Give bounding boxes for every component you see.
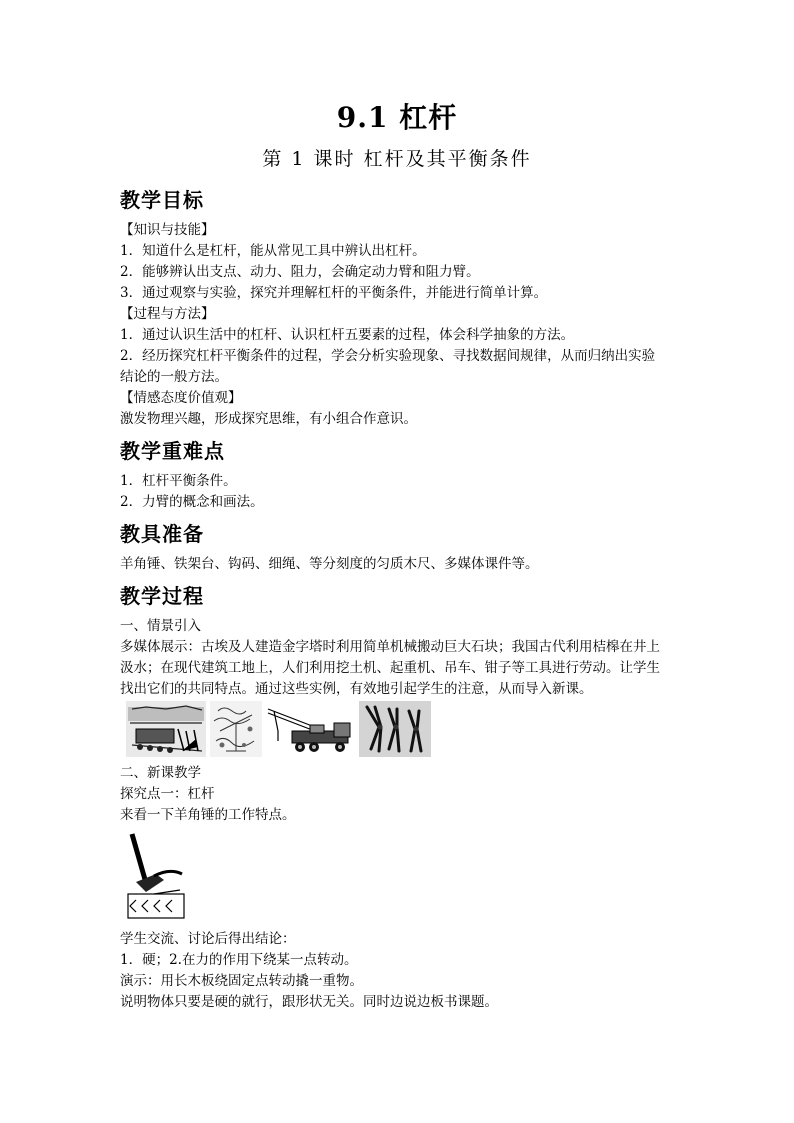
process-item: 1．通过认识生活中的杠杆、认识杠杆五要素的过程，体会科学抽象的方法。 — [120, 327, 575, 343]
conclusion-intro: 学生交流、讨论后得出结论： — [120, 931, 296, 947]
part1-line: 多媒体展示：古埃及人建造金字塔时利用简单机械搬动巨大石块；我国古代利用桔槔在井上 — [120, 639, 660, 655]
crane-truck-image — [264, 701, 354, 757]
tools-text: 羊角锤、铁架台、钩码、细绳、等分刻度的匀质木尺、多媒体课件等。 — [120, 556, 539, 572]
part2-label: 二、新课教学 — [120, 765, 201, 781]
process-item: 2．经历探究杠杆平衡条件的过程，学会分析实验现象、寻找数据间规律，从而归纳出实验 — [120, 348, 656, 364]
knowledge-item: 2．能够辨认出支点、动力、阻力，会确定动力臂和阻力臂。 — [120, 264, 480, 280]
keypoint-item: 2．力臂的概念和画法。 — [120, 494, 264, 510]
knowledge-item: 3．通过观察与实验，探究并理解杠杆的平衡条件，并能进行简单计算。 — [120, 285, 548, 301]
part1-line: 汲水；在现代建筑工地上，人们利用挖土机、起重机、吊车、钳子等工具进行劳动。让学生 — [120, 660, 660, 676]
section-heading-tools: 教具准备 — [120, 522, 204, 546]
pliers-image — [359, 701, 431, 757]
explain-text: 说明物体只要是硬的就行，跟形状无关。同时边说边板书课题。 — [120, 994, 498, 1010]
section-heading-keypoints: 教学重难点 — [120, 439, 225, 463]
explore-point-1: 探究点一：杠杆 — [120, 786, 215, 802]
section-heading-process: 教学过程 — [120, 584, 204, 608]
conclusion-item: 1．硬；2.在力的作用下绕某一点转动。 — [120, 952, 358, 968]
knowledge-label: 【知识与技能】 — [120, 222, 215, 238]
part1-label: 一、情景引入 — [120, 618, 201, 634]
section-heading-goals: 教学目标 — [120, 188, 204, 212]
part1-line: 找出它们的共同特点。通过这些实例，有效地引起学生的注意，从而导入新课。 — [120, 681, 593, 697]
demo-text: 演示：用长木板绕固定点转动撬一重物。 — [120, 973, 363, 989]
page-title: 9.1 杠杆 — [336, 101, 458, 134]
page-subtitle: 第 1 课时 杠杆及其平衡条件 — [262, 148, 532, 170]
claw-hammer-diagram — [124, 830, 188, 922]
attitude-text: 激发物理兴趣，形成探究思维，有小组合作意识。 — [120, 411, 417, 427]
attitude-label: 【情感态度价值观】 — [120, 390, 242, 406]
keypoint-item: 1．杠杆平衡条件。 — [120, 473, 237, 489]
hammer-intro: 来看一下羊角锤的工作特点。 — [120, 807, 296, 823]
process-item: 结论的一般方法。 — [120, 369, 228, 385]
knowledge-item: 1．知道什么是杠杆，能从常见工具中辨认出杠杆。 — [120, 243, 426, 259]
process-label: 【过程与方法】 — [120, 306, 215, 322]
pyramid-construction-image — [126, 701, 206, 757]
well-sweep-image — [210, 701, 262, 757]
